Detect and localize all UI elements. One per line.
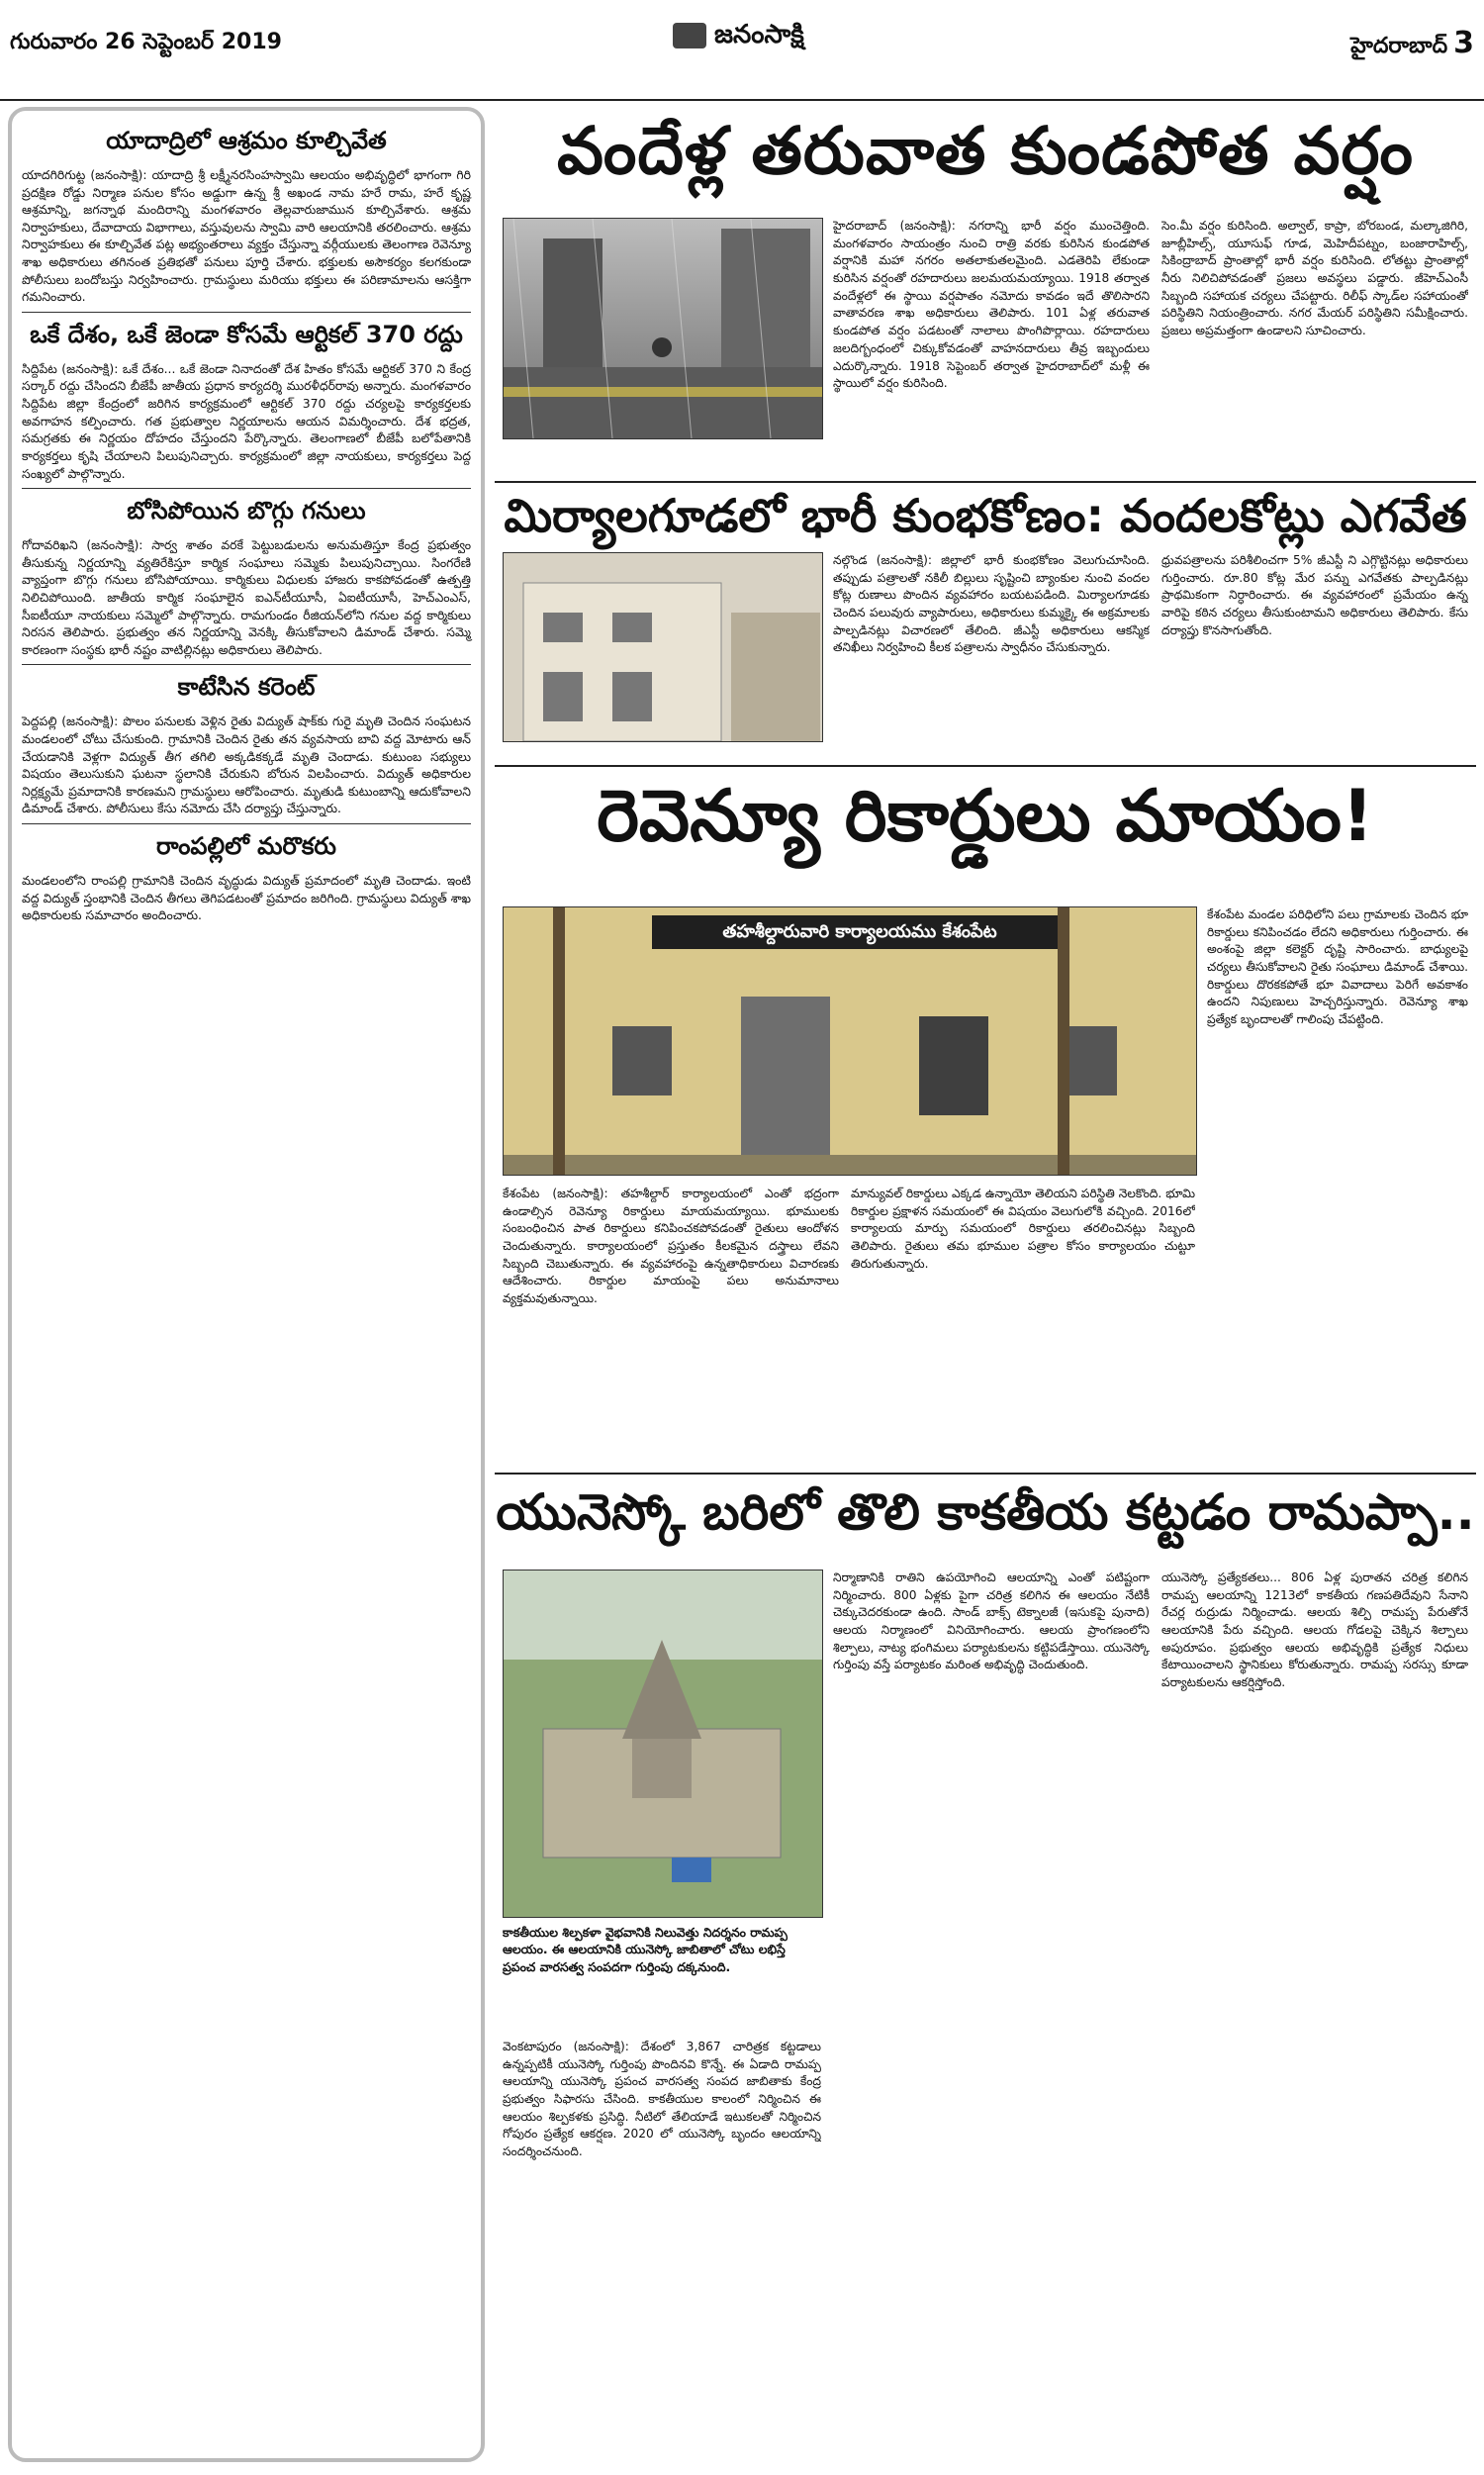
scam-story-col-1: నల్గొండ (జనంసాక్షి): జిల్లాలో భారీ కుంభకోణం వెలుగుచూసింది. తప్పుడు పత్రాలతో నకిలీ బిల్లులు సృష్టించి బ్యాంకుల నుంచి వందల కోట్ల రుణాలు పొందిన వ్యవహారం బయటపడింది. మిర్యాలగూడకు చెందిన పలువురు వ్యాపారులు, అధికారులు కుమ్మక్కై ఈ అక్రమాలకు పాల్పడినట్లు విచారణలో తేలింది. జీఎస్టీ అధికారులు ఆకస్మిక తనిఖీలు నిర్వహించి కీలక పత్రాలను స్వాధీనం చేసుకున్నారు. <box>833 553 1150 655</box>
masthead-title: జనంసాక్షి <box>714 20 804 49</box>
ramappa-photo-caption: కాకతీయుల శిల్పకళా వైభవానికి నిలువెత్తు నిదర్శనం రామప్ప ఆలయం. ఈ ఆలయానికి యునెస్కో జాబితాలో చోటు లభిస్తే ప్రపంచ వారసత్వ సంపదగా గుర్తింపు దక్కనుంది. <box>503 1925 788 1974</box>
tahsildar-office-photo <box>503 906 1197 1176</box>
rain-photo <box>503 218 823 439</box>
headline-scam: మిర్యాలగూడలో భారీ కుంభకోణం: వందలకోట్లు ఎగవేత <box>504 489 1467 542</box>
sidebar-story-2-title: ఒకే దేశం, ఒకే జెండా కోసమే ఆర్టికల్ 370 రద్దు <box>30 320 463 348</box>
sidebar-story-4-body: పెద్దపల్లి (జనంసాక్షి): పొలం పనులకు వెళ్లిన రైతు విద్యుత్ షాక్‌కు గురై మృతి చెందిన సంఘటన మండలంలో చోటు చేసుకుంది. గ్రామానికి చెందిన రైతు తన వ్యవసాయ బావి వద్ద మోటారు ఆన్ చేయడానికి వెళ్లగా విద్యుత్ తీగ తగిలి అక్కడికక్కడే మృతి చెందాడు. కుటుంబ సభ్యులు విషయం తెలుసుకుని ఘటనా స్థలానికి చేరుకుని బోరున విలపించారు. విద్యుత్ అధికారుల నిర్లక్ష్యమే ప్రమాదానికి కారణమని గ్రామస్థులు ఆరోపించారు. మృతుడి కుటుంబాన్ని ఆదుకోవాలని డిమాండ్ చేశారు. పోలీసులు కేసు నమోదు చేసి దర్యాప్తు చేస్తున్నారు. <box>22 714 471 816</box>
revenue-story-col-2: మాన్యువల్ రికార్డులు ఎక్కడ ఉన్నాయో తెలియని పరిస్థితి నెలకొంది. భూమి రికార్డుల ప్రక్షాళన సమయంలో ఈ విషయం వెలుగులోకి వచ్చింది. 2016లో కార్యాలయ మార్పు సమయంలో రికార్డులు తరలించినట్లు సిబ్బంది తెలిపారు. రైతులు తమ భూముల పత్రాల కోసం కార్యాలయం చుట్టూ తిరుగుతున్నారు. <box>851 1187 1195 1271</box>
ramappa-story-col-2: నిర్మాణానికి రాతిని ఉపయోగించి ఆలయాన్ని ఎంతో పటిష్టంగా నిర్మించారు. 800 ఏళ్లకు పైగా చరిత్ర కలిగిన ఈ ఆలయం నేటికీ చెక్కుచెదరకుండా ఉంది. సాండ్ బాక్స్ టెక్నాలజీ (ఇసుకపై పునాది) ఆలయ నిర్మాణంలో వినియోగించారు. ఆలయ ప్రాంగణంలోని శిల్పాలు, నాట్య భంగిమలు పర్యాటకులను కట్టిపడేస్తాయి. యునెస్కో గుర్తింపు వస్తే పర్యాటకం మరింత అభివృద్ధి చెందుతుంది. <box>833 1571 1150 1672</box>
revenue-story-col-3: కేశంపేట మండల పరిధిలోని పలు గ్రామాలకు చెందిన భూ రికార్డులు కనిపించడం లేదని అధికారులు గుర్తించారు. ఈ అంశంపై జిల్లా కలెక్టర్ దృష్టి సారించారు. బాధ్యులపై చర్యలు తీసుకోవాలని రైతు సంఘాలు డిమాండ్ చేశాయి. రికార్డులు దొరకకపోతే భూ వివాదాలు పెరిగే అవకాశం ఉందని నిపుణులు హెచ్చరిస్తున్నారు. రెవెన్యూ శాఖ ప్రత్యేక బృందాలతో గాలింపు చేపట్టింది. <box>1207 907 1468 1027</box>
page-number: 3 <box>1453 26 1474 60</box>
divider <box>22 312 471 313</box>
ramappa-story-col-1: వెంకటాపురం (జనంసాక్షి): దేశంలో 3,867 చారిత్రక కట్టడాలు ఉన్నప్పటికీ యునెస్కో గుర్తింపు పొందినవి కొన్నే. ఈ ఏడాది రామప్ప ఆలయాన్ని యునెస్కో ప్రపంచ వారసత్వ సంపద జాబితాకు కేంద్ర ప్రభుత్వం సిఫారసు చేసింది. కాకతీయుల కాలంలో నిర్మించిన ఈ ఆలయం శిల్పకళకు ప్రసిద్ధి. నీటిలో తేలియాడే ఇటుకలతో నిర్మించిన గోపురం ప్రత్యేక ఆకర్షణ. 2020 లో యునెస్కో బృందం ఆలయాన్ని సందర్శించనుంది. <box>503 2040 821 2159</box>
sidebar-story-1-title: యాదాద్రిలో ఆశ్రమం కూల్చివేత <box>106 127 387 154</box>
divider <box>22 488 471 489</box>
scam-building-photo <box>503 552 823 742</box>
headline-revenue-records: రెవెన్యూ రికార్డులు మాయం! <box>597 774 1374 857</box>
ramappa-temple-photo <box>503 1570 823 1918</box>
divider <box>22 823 471 824</box>
sidebar-news <box>8 107 485 2462</box>
building-illustration <box>504 553 822 741</box>
sidebar-story-3-body: గోదావరిఖని (జనంసాక్షి): సార్వ శాతం వరకే పెట్టుబడులను అనుమతిస్తూ కేంద్ర ప్రభుత్వం తీసుకున్న నిర్ణయాన్ని వ్యతిరేకిస్తూ కార్మిక సంఘాలు సమ్మెకు పిలుపునిచ్చాయి. సింగరేణి వ్యాప్తంగా బొగ్గు గనులు బోసిపోయాయి. కార్మికులు విధులకు హాజరు కాకపోవడంతో ఉత్పత్తి నిలిచిపోయింది. జాతీయ కార్మిక సంఘాలైన ఐఎన్‌టీయూసీ, ఏఐటీయూసీ, హెచ్‌ఎంఎస్, సీఐటీయూ నాయకులు సమ్మెలో పాల్గొన్నారు. రామగుండం రీజియన్‌లోని గనుల వద్ద కార్మికులు నిరసన తెలిపారు. ప్రభుత్వం తన నిర్ణయాన్ని వెనక్కి తీసుకోవాలని డిమాండ్ చేశారు. సమ్మె కారణంగా సంస్థకు భారీ నష్టం వాటిల్లినట్లు అధికారులు తెలిపారు. <box>22 537 471 657</box>
scam-story-col-2: ధ్రువపత్రాలను పరిశీలించగా 5% జీఎస్టీ ని ఎగ్గొట్టినట్లు అధికారులు గుర్తించారు. రూ.80 కోట్ల మేర పన్ను ఎగవేతకు పాల్పడినట్లు ప్రాథమికంగా నిర్ధారించారు. ఈ వ్యవహారంలో ప్రమేయం ఉన్న వారిపై కఠిన చర్యలు తీసుకుంటామని అధికారులు తెలిపారు. కేసు దర్యాప్తు కొనసాగుతోంది. <box>1161 553 1468 637</box>
main-news-area <box>495 107 1476 2462</box>
city-name: హైదరాబాద్ <box>1350 34 1448 58</box>
headline-ramappa-unesco: యునెస్కో బరిలో తొలి కాకతీయ కట్టడం రామప్పా.. <box>496 1483 1475 1541</box>
section-divider <box>495 1473 1476 1475</box>
headline-rain: వందేళ్ల తరువాత కుండపోత వర్షం <box>557 113 1414 189</box>
ramappa-story-col-3: యునెస్కో ప్రత్యేకతలు... 806 ఏళ్ల పురాతన చరిత్ర కలిగిన రామప్ప ఆలయాన్ని 1213లో కాకతీయ గణపతిదేవుని సేనాని రేచర్ల రుద్రుడు నిర్మించాడు. ఆలయ శిల్పి రామప్ప పేరుతోనే ఆలయానికి పేరు వచ్చింది. ఆలయ గోడలపై చెక్కిన శిల్పాలు అపురూపం. ప్రభుత్వం ఆలయ అభివృద్ధికి ప్రత్యేక నిధులు కేటాయించాలని స్థానికులు కోరుతున్నారు. రామప్ప సరస్సు కూడా పర్యాటకులను ఆకర్షిస్తోంది. <box>1161 1571 1468 1690</box>
sidebar-story-2-body: సిద్దిపేట (జనంసాక్షి): ఒకే దేశం... ఒకే జెండా నినాదంతో దేశ హితం కోసమే ఆర్టికల్ 370 ని కేంద్ర సర్కార్ రద్దు చేసిందని బీజేపీ జాతీయ ప్రధాన కార్యదర్శి మురళీధర్‌రావు అన్నారు. మంగళవారం సిద్దిపేట జిల్లా కేంద్రంలో జరిగిన కార్యక్రమంలో ఆర్టికల్ 370 రద్దు చర్యలపై కార్యకర్తలకు అవగాహన కల్పించారు. గత ప్రభుత్వాల నిర్ణయాలను ఆయన విమర్శించారు. దేశ భద్రత, సమగ్రతకు ఈ నిర్ణయం దోహదం చేస్తుందని పేర్కొన్నారు. తెలంగాణలో బీజేపీ బలోపేతానికి కార్యకర్తలు కృషి చేయాలని పిలుపునిచ్చారు. కార్యక్రమంలో జిల్లా నాయకులు, కార్యకర్తలు పెద్ద సంఖ్యలో పాల్గొన్నారు. <box>22 360 471 481</box>
sidebar-story-5-body: మండలంలోని రాంపల్లి గ్రామానికి చెందిన వృద్ధుడు విద్యుత్ ప్రమాదంలో మృతి చెందాడు. ఇంటి వద్ద విద్యుత్ స్తంభానికి చెందిన తీగలు తెగిపడటంతో ప్రమాదం జరిగింది. గ్రామస్థులు విద్యుత్ శాఖ అధికారులకు సమాచారం అందించారు. <box>22 873 471 923</box>
sidebar-story-1-body: యాదగిరిగుట్ట (జనంసాక్షి): యాదాద్రి శ్రీ లక్ష్మీనరసింహస్వామి ఆలయం అభివృద్ధిలో భాగంగా గిరి ప్రదక్షిణ రోడ్డు నిర్మాణ పనుల కోసం అడ్డుగా ఉన్న శ్రీ అఖండ నామ హరే రామ, హరే కృష్ణ ఆశ్రమాన్ని, జగన్నాథ మందిరాన్ని మంగళవారం తెల్లవారుజామున కూల్చివేశారు. ఆశ్రమ నిర్వాహకులు, దేవాదాయ విభాగాలు, వస్తువులను స్వామి వారి ఆలయానికి తరలించారు. ఆశ్రమ నిర్వాహకులు ఈ కూల్చివేత పట్ల అభ్యంతరాలు వ్యక్తం చేస్తున్నా వర్గీయులకు తెలంగాణ రెవెన్యూ శాఖ అధికారులు తగినంత ప్రతిభతో పనులు పూర్తి చేశారు. భక్తులకు అసౌకర్యం కలగకుండా పోలీసులు బందోబస్తు నిర్వహించారు. గ్రామస్థులు మరియు భక్తులు ఈ పరిణామాలను ఆసక్తిగా గమనించారు. <box>22 167 471 305</box>
rain-scene-illustration <box>504 219 822 438</box>
edition-city <box>1350 26 1474 63</box>
rain-story-col-2: సెం.మీ వర్షం కురిసింది. అల్వాల్, కాప్రా, బోరబండ, మల్కాజిగిరి, జూబ్లీహిల్స్, యూసుఫ్ గూడ, మెహిదీపట్నం, బంజారాహిల్స్, సికింద్రాబాద్ ప్రాంతాల్లో భారీ వర్షం కురిసింది. లోతట్టు ప్రాంతాల్లో నీరు నిలిచిపోవడంతో ప్రజలు అవస్థలు పడ్డారు. జీహెచ్ఎంసీ సిబ్బంది సహాయక చర్యలు చేపట్టారు. రిలీఫ్ స్కాడ్‌ల సహాయంతో పరిస్థితిని నియంత్రించారు. నగర మేయర్ పరిస్థితిని సమీక్షించారు. ప్రజలు అప్రమత్తంగా ఉండాలని సూచించారు. <box>1161 219 1468 338</box>
divider <box>22 664 471 665</box>
section-divider <box>495 481 1476 483</box>
office-illustration <box>504 907 1196 1175</box>
masthead <box>673 20 804 55</box>
issue-date: గురువారం 26 సెప్టెంబర్ 2019 <box>10 30 282 54</box>
section-divider <box>495 765 1476 767</box>
sidebar-story-5-title: రాంపల్లిలో మరొకరు <box>156 832 336 861</box>
page-header <box>0 0 1484 101</box>
temple-illustration <box>504 1571 822 1917</box>
sidebar-story-4-title: కాటేసిన కరెంట్ <box>177 673 316 702</box>
office-signboard: తహశీల్దారువారి కార్యాలయము కేశంపేట <box>722 921 997 942</box>
sidebar-story-3-title: బోసిపోయిన బొగ్గు గనులు <box>127 497 366 525</box>
revenue-story-col-1: కేశంపేట (జనంసాక్షి): తహశీల్దార్ కార్యాలయంలో ఎంతో భద్రంగా ఉండాల్సిన రెవెన్యూ రికార్డులు మాయమయ్యాయి. భూములకు సంబంధించిన పాత రికార్డులు కనిపించకపోవడంతో రైతులు ఆందోళన చెందుతున్నారు. కార్యాలయంలో ప్రస్తుతం కీలకమైన దస్త్రాలు లేవని సిబ్బంది చెబుతున్నారు. ఈ వ్యవహారంపై ఉన్నతాధికారులు విచారణకు ఆదేశించారు. రికార్డుల మాయంపై పలు అనుమానాలు వ్యక్తమవుతున్నాయి. <box>503 1187 839 1306</box>
masthead-logo-icon <box>673 23 706 48</box>
rain-story-col-1: హైదరాబాద్ (జనంసాక్షి): నగరాన్ని భారీ వర్షం ముంచెత్తింది. మంగళవారం సాయంత్రం నుంచి రాత్రి వరకు కురిసిన కుండపోత వర్షానికి మహా నగరం అతలాకుతలమైంది. ఎడతెరిపి లేకుండా కురిసిన వర్షంతో రహదారులు జలమయమయ్యాయి. 1918 తర్వాత వందేళ్లలో ఈ స్థాయి వర్షపాతం నమోదు కావడం ఇదే తొలిసారని వాతావరణ శాఖ అధికారులు తెలిపారు. 101 ఏళ్ల తరువాత కుండపోత వర్షం పడటంతో నాలాలు పొంగిపొర్లాయి. రహదారులు జలదిగ్బంధంలో చిక్కుకోవడంతో వాహనదారులు తీవ్ర ఇబ్బందులు ఎదుర్కొన్నారు. 1918 సెప్టెంబర్ తర్వాత హైదరాబాద్‌లో మళ్లీ ఈ స్థాయిలో వర్షం కురిసింది. <box>833 219 1150 391</box>
